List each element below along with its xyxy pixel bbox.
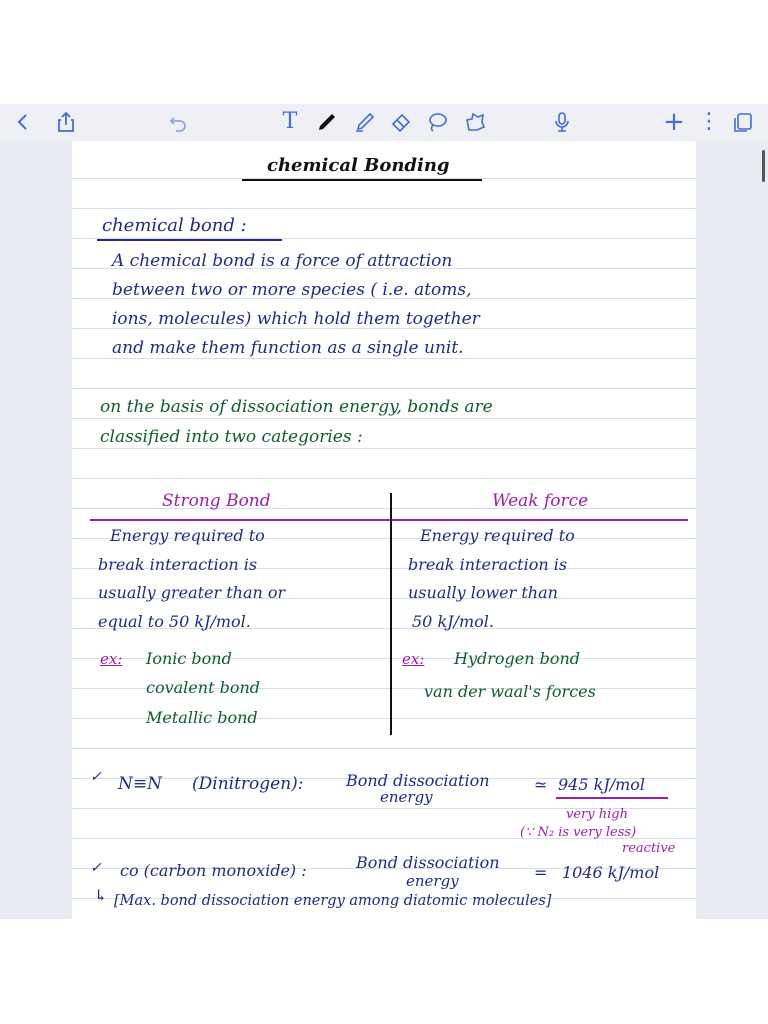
- co-arrow-icon: ↳: [94, 886, 108, 905]
- classify-line-2: classified into two categories :: [100, 427, 363, 447]
- more-icon: ⋮: [698, 109, 720, 134]
- weak-desc-1: Energy required to: [420, 526, 575, 545]
- co-name: co (carbon monoxide) :: [120, 861, 307, 880]
- definition-line-4: and make them function as a single unit.: [112, 338, 464, 358]
- pen-tool-button[interactable]: [314, 110, 340, 134]
- n2-note-1: very high: [566, 807, 628, 822]
- n2-name: (Dinitrogen):: [192, 774, 304, 794]
- weak-desc-3: usually lower than: [408, 583, 558, 602]
- co-check-icon: ✓: [90, 860, 102, 876]
- section-heading: chemical bond :: [102, 215, 247, 236]
- strong-ex-3: Metallic bond: [146, 708, 258, 727]
- weak-desc-4: 50 kJ/mol.: [412, 612, 494, 631]
- plus-icon: +: [663, 107, 685, 137]
- share-icon: [55, 110, 77, 134]
- table-divider: [390, 493, 392, 735]
- share-button[interactable]: [54, 110, 78, 134]
- n2-value: 945 kJ/mol: [558, 775, 646, 794]
- weak-ex-label: ex:: [402, 650, 425, 668]
- co-value: 1046 kJ/mol: [562, 863, 660, 882]
- n2-approx: ≃: [534, 775, 548, 794]
- highlighter-tool-button[interactable]: [352, 110, 378, 134]
- lasso-tool-button[interactable]: [424, 110, 450, 134]
- strong-desc-1: Energy required to: [110, 526, 265, 545]
- strong-desc-3: usually greater than or: [98, 583, 286, 602]
- definition-line-1: A chemical bond is a force of attraction: [112, 251, 453, 271]
- scrollbar[interactable]: [762, 150, 765, 182]
- strong-ex-label: ex:: [100, 650, 123, 668]
- definition-line-2: between two or more species ( i.e. atoms,: [112, 280, 472, 300]
- microphone-button[interactable]: [550, 110, 574, 134]
- more-button[interactable]: [698, 110, 718, 134]
- eraser-icon: [389, 110, 413, 134]
- n2-label: Bond dissociation: [346, 771, 490, 790]
- co-label: Bond dissociation: [356, 853, 500, 872]
- lasso-icon: [425, 110, 449, 134]
- chevron-left-icon: [13, 110, 33, 134]
- shape-icon: [463, 110, 487, 134]
- strong-bond-header: Strong Bond: [162, 491, 271, 511]
- highlighter-icon: [353, 110, 377, 134]
- right-margin: [696, 141, 768, 919]
- note-title: chemical Bonding: [267, 155, 450, 176]
- n2-label-2: energy: [380, 788, 433, 806]
- n2-check-icon: ✓: [90, 769, 102, 785]
- table-header-line: [90, 519, 688, 521]
- n2-note-2: (∵ N₂ is very less): [520, 825, 637, 840]
- title-underline: [242, 179, 482, 181]
- weak-ex-2: van der waal's forces: [424, 682, 596, 701]
- co-label-2: energy: [406, 872, 459, 890]
- eraser-tool-button[interactable]: [388, 110, 414, 134]
- back-button[interactable]: [12, 110, 34, 134]
- weak-ex-1: Hydrogen bond: [454, 649, 581, 668]
- definition-line-3: ions, molecules) which hold them together: [112, 309, 480, 329]
- undo-button[interactable]: [166, 110, 190, 134]
- pages-button[interactable]: [730, 110, 756, 134]
- weak-desc-2: break interaction is: [408, 555, 568, 574]
- strong-ex-1: Ionic bond: [146, 649, 232, 668]
- toolbar: [0, 104, 768, 142]
- weak-force-header: Weak force: [492, 491, 589, 511]
- add-button[interactable]: [662, 107, 686, 137]
- strong-desc-2: break interaction is: [98, 555, 258, 574]
- note-page[interactable]: [72, 141, 696, 919]
- n2-formula: N≡N: [118, 774, 162, 794]
- text-tool-button[interactable]: [278, 110, 302, 134]
- pages-icon: [731, 110, 755, 134]
- strong-desc-4: equal to 50 kJ/mol.: [98, 612, 251, 631]
- pen-icon: [315, 110, 339, 134]
- co-max-note: [Max. bond dissociation energy among diatomic molecules]: [114, 893, 552, 909]
- text-tool-icon: T: [282, 109, 298, 134]
- bottom-area: [0, 919, 768, 1024]
- classify-line-1: on the basis of dissociation energy, bonds are: [100, 397, 493, 417]
- n2-value-underline: [556, 797, 668, 799]
- heading-underline: [97, 239, 282, 241]
- undo-icon: [167, 110, 189, 134]
- n2-note-3: reactive: [622, 841, 676, 856]
- shape-tool-button[interactable]: [462, 110, 488, 134]
- microphone-icon: [551, 110, 573, 134]
- co-approx: =: [534, 863, 548, 882]
- left-margin: [0, 141, 72, 919]
- strong-ex-2: covalent bond: [146, 678, 260, 697]
